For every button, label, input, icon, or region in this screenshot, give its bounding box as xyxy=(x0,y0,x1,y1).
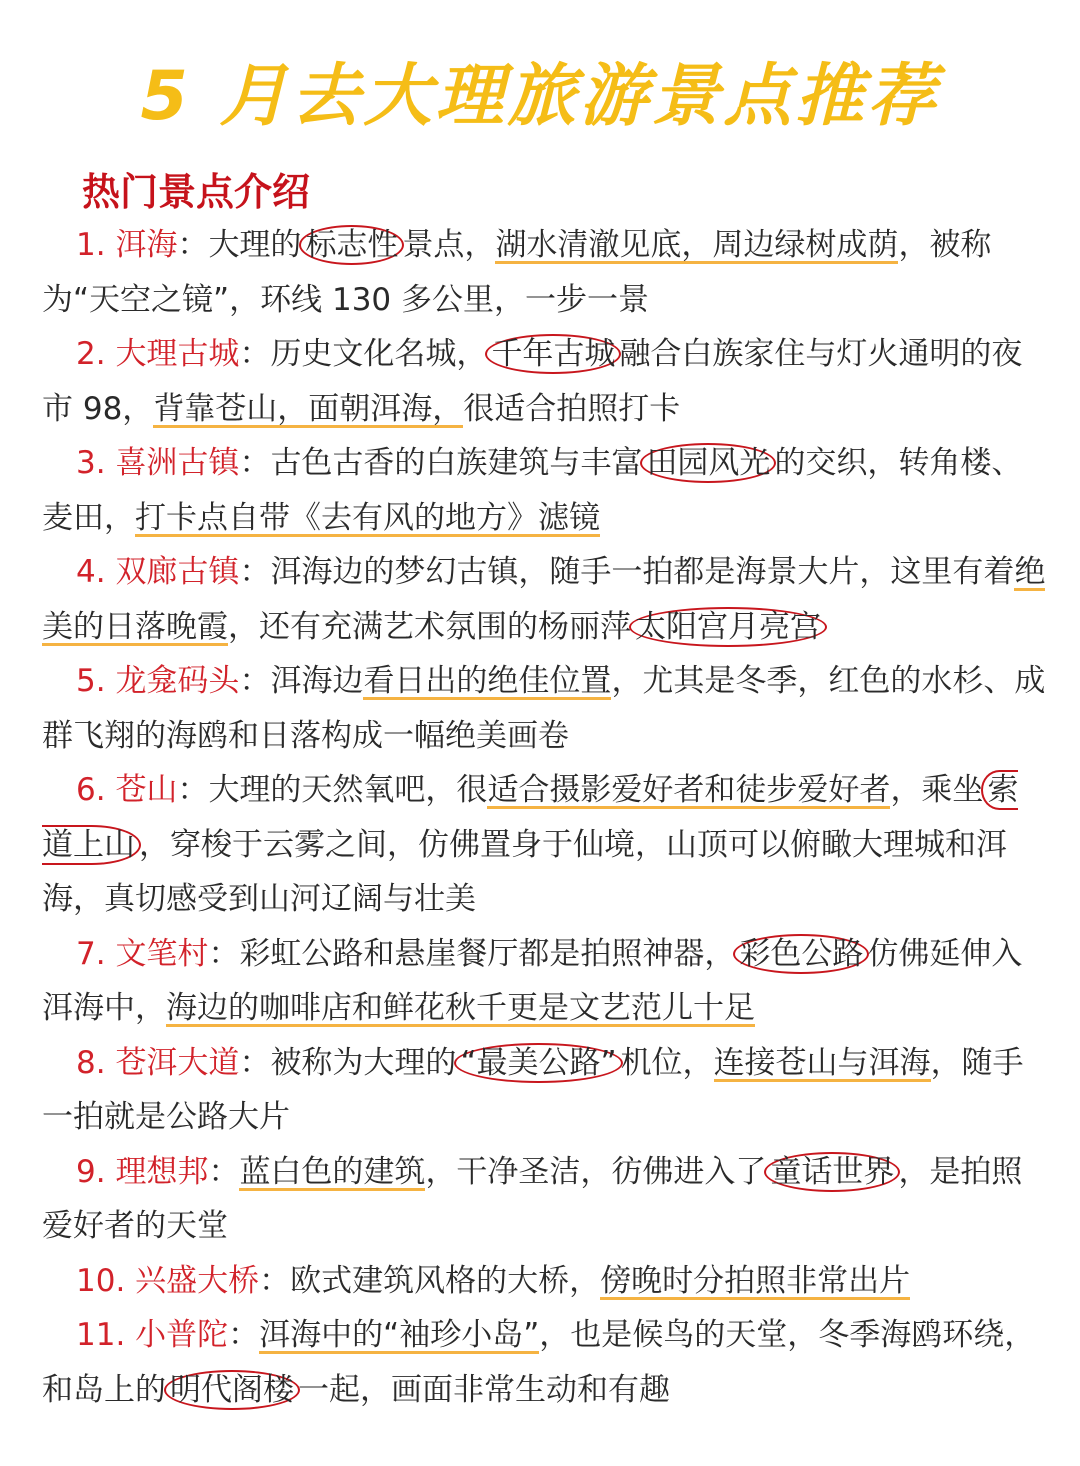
attraction-name: 双廊古镇 xyxy=(115,554,240,590)
circled-highlight: 田园风光 xyxy=(640,443,776,483)
item-number: 1. xyxy=(76,227,106,263)
name-separator: ： xyxy=(208,1153,240,1190)
list-item xyxy=(42,1145,1046,1254)
name-separator: ： xyxy=(239,336,271,372)
attraction-name: 洱海 xyxy=(115,227,178,263)
description-text: 景点， xyxy=(402,227,496,263)
description-text: 大理的 xyxy=(208,227,302,263)
name-separator: ： xyxy=(177,772,209,808)
section-heading: 热门景点介绍 xyxy=(82,170,311,214)
item-number: 7. xyxy=(76,935,106,972)
underlined-highlight: 湖水清澈见底，周边绿树成荫 xyxy=(495,227,899,263)
underlined-highlight: 傍晚时分拍照非常出片 xyxy=(600,1262,911,1299)
circled-highlight: 彩色公路 xyxy=(733,934,869,974)
list-item xyxy=(42,654,1046,763)
list-item xyxy=(42,763,1046,927)
item-number: 5. xyxy=(76,663,106,699)
underlined-highlight: 连接苍山与洱海 xyxy=(713,1044,931,1081)
underlined-highlight: 背靠苍山，面朝洱海， xyxy=(153,390,464,427)
description-text: 欧式建筑风格的大桥， xyxy=(290,1262,601,1299)
attraction-name: 文笔村 xyxy=(115,935,209,972)
circled-highlight: 童话世界 xyxy=(764,1152,900,1192)
description-text: 洱海边 xyxy=(270,663,364,699)
description-text: 古色古香的白族建筑与丰富 xyxy=(270,445,643,481)
circled-highlight: 千年古城 xyxy=(485,334,621,374)
name-separator: ： xyxy=(239,1044,271,1081)
circled-highlight: 太阳宫月亮宫 xyxy=(629,607,827,647)
underlined-highlight: 蓝白色的建筑 xyxy=(239,1153,426,1190)
attraction-name: 兴盛大桥 xyxy=(135,1262,260,1299)
underlined-highlight: 海边的咖啡店和鲜花秋千更是文艺范儿十足 xyxy=(166,990,755,1026)
attraction-name: 喜洲古镇 xyxy=(115,445,240,481)
circled-highlight: “最美公路” xyxy=(454,1043,622,1083)
description-text: 历史文化名城， xyxy=(270,336,488,372)
attraction-name: 苍山 xyxy=(115,772,178,808)
underlined-highlight: 看日出的绝佳位置 xyxy=(363,663,612,699)
page-title: 5 月去大理旅游景点推荐 xyxy=(140,57,940,136)
list-item xyxy=(42,1254,1046,1309)
underlined-highlight: 适合摄影爱好者和徒步爱好者 xyxy=(487,772,891,808)
description-text: ，穿梭于云雾之间，仿佛置身于仙境，山顶可以俯瞰大理城和洱海，真切感受到山河辽阔与壮美 xyxy=(42,826,1007,917)
item-number: 11. xyxy=(76,1317,126,1353)
name-separator: ： xyxy=(259,1262,291,1299)
description-text: 很适合拍照打卡 xyxy=(463,390,681,427)
item-number: 9. xyxy=(76,1153,106,1190)
underlined-highlight: 绝美的日落晚霞 xyxy=(42,554,1046,645)
description-text: 被称为大理的 xyxy=(270,1044,457,1081)
name-separator: ： xyxy=(208,935,240,972)
name-separator: ： xyxy=(228,1317,260,1353)
attraction-name: 大理古城 xyxy=(115,336,240,372)
description-text: 机位， xyxy=(620,1044,714,1081)
list-item xyxy=(42,545,1046,654)
description-text: 的交织，转角楼、麦田， xyxy=(42,445,1023,536)
item-number: 10. xyxy=(76,1262,126,1299)
attraction-name: 小普陀 xyxy=(135,1317,229,1353)
attraction-name: 苍洱大道 xyxy=(115,1044,240,1081)
list-item xyxy=(42,927,1046,1036)
name-separator: ： xyxy=(177,227,209,263)
name-separator: ： xyxy=(239,663,271,699)
list-item xyxy=(42,327,1046,436)
description-text: ，干净圣洁，彷佛进入了 xyxy=(425,1153,767,1190)
description-text: 大理的天然氧吧，很 xyxy=(208,772,488,808)
item-number: 3. xyxy=(76,445,106,481)
circled-highlight: 标志性 xyxy=(299,225,404,265)
description-text: 融合白族家住与灯火通明的夜市 98， xyxy=(42,336,1023,427)
attraction-name: 理想邦 xyxy=(115,1153,209,1190)
list-item xyxy=(42,1036,1046,1145)
item-number: 4. xyxy=(76,554,106,590)
list-item xyxy=(42,218,1046,327)
description-text: 洱海边的梦幻古镇，随手一拍都是海景大片，这里有着 xyxy=(270,554,1015,590)
description-text: ，还有充满艺术氛围的杨丽萍 xyxy=(228,608,631,645)
description-text: ，乘坐 xyxy=(890,772,984,808)
circled-highlight: 明代阁楼 xyxy=(164,1370,300,1410)
description-text: 仿佛延伸入洱海中， xyxy=(42,935,1023,1026)
attraction-name: 龙龛码头 xyxy=(115,663,240,699)
description-text: ，是拍照爱好者的天堂 xyxy=(42,1153,1023,1244)
list-item xyxy=(42,436,1046,545)
list-item xyxy=(42,1308,1046,1417)
attraction-list xyxy=(42,218,1046,1417)
item-number: 8. xyxy=(76,1044,106,1081)
item-number: 6. xyxy=(76,772,106,808)
item-number: 2. xyxy=(76,336,106,372)
circled-highlight: 索道上山 xyxy=(42,772,1019,863)
underlined-highlight: 打卡点自带《去有风的地方》滤镜 xyxy=(135,499,600,536)
description-text: 彩虹公路和悬崖餐厅都是拍照神器， xyxy=(239,935,736,972)
name-separator: ： xyxy=(239,445,271,481)
description-text: 一起，画面非常生动和有趣 xyxy=(298,1371,670,1408)
name-separator: ： xyxy=(239,554,271,590)
description-text: ，被称为“天空之镜”，环线 130 多公里，一步一景 xyxy=(42,227,992,318)
description-text: ，尤其是冬季，红色的水杉、成群飞翔的海鸥和日落构成一幅绝美画卷 xyxy=(42,663,1046,754)
description-text: ，也是候鸟的天堂，冬季海鸥环绕，和岛上的 xyxy=(42,1317,1036,1408)
description-text: ，随手一拍就是公路大片 xyxy=(42,1044,1024,1135)
underlined-highlight: 洱海中的“袖珍小岛” xyxy=(259,1317,540,1353)
